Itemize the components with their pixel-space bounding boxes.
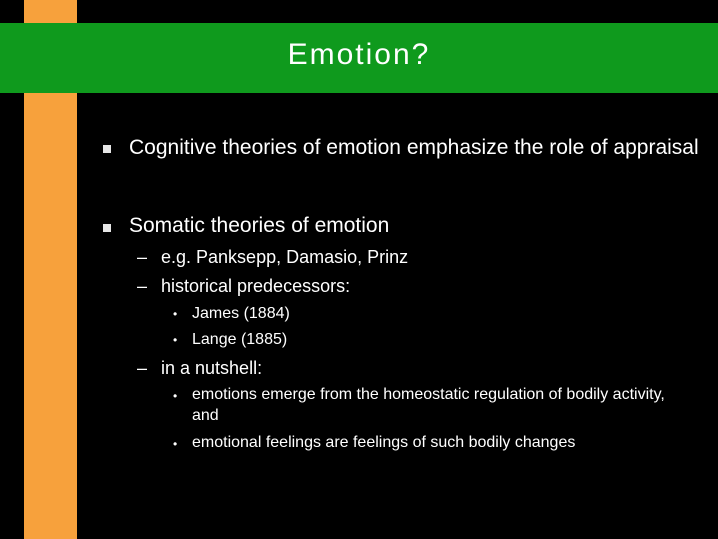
sub-sub-item-james: James (1884) (192, 305, 290, 322)
dot-marker: • (173, 333, 178, 347)
sub-item-predecessors: historical predecessors: (161, 276, 351, 296)
sub-item-examples: e.g. Panksepp, Damasio, Prinz (161, 247, 409, 267)
sub-sub-item-feelings: emotional feelings are feelings of such bodily changes (192, 434, 576, 451)
bullet-somatic-theories: Somatic theories of emotion (129, 214, 390, 237)
dot-marker: • (173, 307, 178, 321)
sub-sub-item-homeostatic: emotions emerge from the homeostatic regulation of bodily activity, and (192, 386, 665, 424)
dash-marker: – (137, 247, 148, 267)
sub-item-nutshell: in a nutshell: (161, 358, 263, 378)
dash-marker: – (137, 358, 148, 378)
dash-marker: – (137, 276, 148, 296)
sub-sub-item-lange: Lange (1885) (192, 331, 288, 348)
square-bullet-icon (103, 224, 111, 232)
bullet-cognitive-theories: Cognitive theories of emotion emphasize the role of appraisal (129, 136, 699, 159)
slide-title: Emotion? (287, 38, 431, 71)
dot-marker: • (173, 389, 178, 403)
square-bullet-icon (103, 145, 111, 153)
dot-marker: • (173, 437, 178, 451)
